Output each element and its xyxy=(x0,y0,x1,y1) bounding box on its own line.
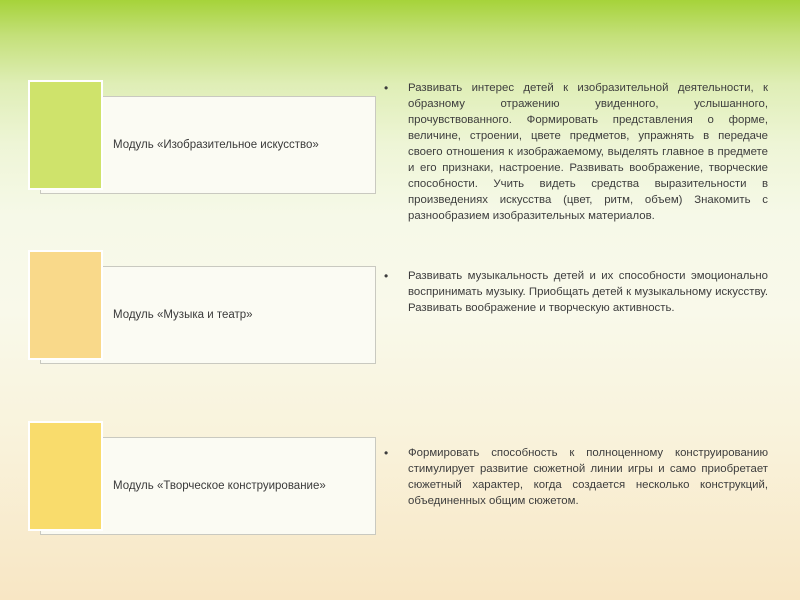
module-label: Модуль «Творческое конструирование» xyxy=(113,480,326,492)
module-description-creative-construction xyxy=(384,445,768,509)
bullet: • xyxy=(384,269,389,283)
module-card-fine-art xyxy=(40,96,376,194)
description-text: Формировать способность к полноценному конструированию стимулирует развитие сюжетной линии игры и само приобретает сюжетный характер, когда создается несколько конструкций, объединенных общим сюжетом. xyxy=(408,447,768,507)
module-description-music-theatre xyxy=(384,268,768,316)
module-label: Модуль «Изобразительное искусство» xyxy=(113,139,319,151)
description-text: Развивать музыкальность детей и их способности эмоционально воспринимать музыку. Приобщать детей к музыкальному искусству. Развивать воображение и творческую активность. xyxy=(408,270,768,314)
module-color-swatch xyxy=(28,421,103,531)
bullet: • xyxy=(384,446,389,460)
module-description-fine-art xyxy=(384,80,768,224)
module-color-swatch xyxy=(28,80,103,190)
description-text: Развивать интерес детей к изобразительной деятельности, к образному отражению увиденного, услышанного, прочувствованного. Формировать представления о форме, величине, строении, цвете предметов, упражнять в передаче своего отношения к изображаемому, выделять главное в предмете и его признаки, настроение. Развивать воображение, творческие способности. Учить видеть средства выразительности в произведениях искусства (цвет, ритм, объем) Знакомить с разнообразием изобразительных материалов. xyxy=(408,82,768,222)
module-card-creative-construction xyxy=(40,437,376,535)
module-card-music-theatre xyxy=(40,266,376,364)
bullet: • xyxy=(384,81,389,95)
module-label: Модуль «Музыка и театр» xyxy=(113,309,253,321)
module-color-swatch xyxy=(28,250,103,360)
